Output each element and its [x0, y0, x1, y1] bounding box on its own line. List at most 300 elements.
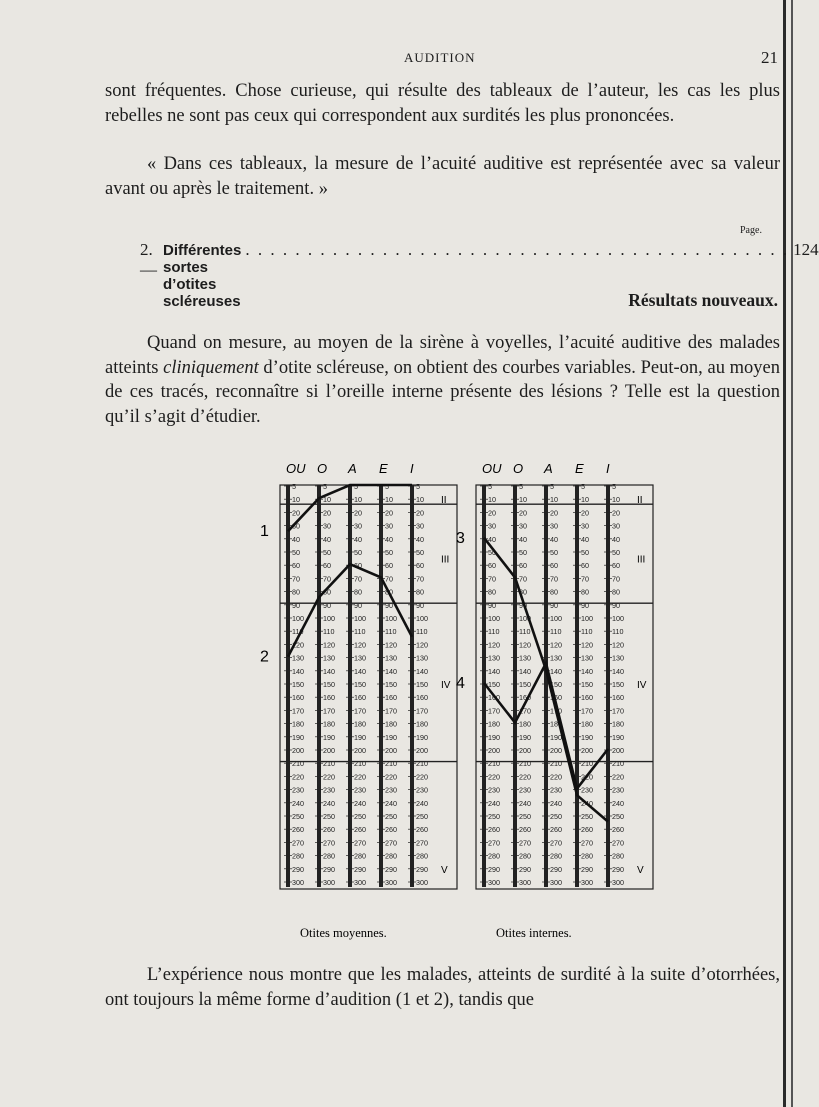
- left-chart-tick-label: 110: [323, 627, 335, 637]
- left-chart-tick-label: 240: [416, 798, 428, 808]
- right-chart-tick-label: 60: [488, 561, 496, 571]
- right-chart-tick-label: 300: [550, 878, 562, 887]
- left-chart-tick-label: 130: [354, 653, 366, 663]
- left-chart-tick-label: 180: [354, 719, 366, 729]
- right-chart-tick-label: 240: [519, 798, 531, 808]
- left-chart-tick-label: 230: [323, 785, 335, 795]
- right-chart-tick-label: 60: [581, 561, 589, 571]
- right-chart-roman-v: V: [637, 864, 644, 876]
- right-chart-tick-label: 80: [581, 587, 589, 597]
- right-chart-tick-label: 300: [581, 878, 593, 887]
- left-chart-tick-label: 200: [292, 746, 304, 755]
- right-chart-tick-label: 240: [488, 798, 500, 808]
- left-chart-tick-label: 160: [292, 693, 304, 703]
- right-chart-tick-label: 280: [488, 851, 500, 861]
- right-chart-tick-label: 20: [488, 508, 496, 518]
- right-chart-tick-label: 160: [519, 693, 531, 703]
- left-chart-tick-label: 280: [354, 851, 366, 861]
- right-chart-tick-label: 5: [612, 482, 616, 491]
- right-chart-tick-label: 130: [488, 653, 500, 663]
- toc-number: 2. —: [140, 240, 157, 279]
- right-chart-tick-label: 230: [519, 785, 531, 795]
- left-chart-tick-label: 230: [385, 785, 397, 795]
- left-chart-tick-label: 230: [354, 785, 366, 795]
- left-chart-tick-label: 100: [354, 614, 366, 623]
- right-chart-tick-label: 70: [581, 574, 589, 584]
- right-chart-tick-label: 5: [519, 482, 523, 491]
- right-chart-tick-label: 70: [519, 574, 527, 584]
- paragraph-4: L’expérience nous montre que les malades, atteints de surdité à la suite d’otorrhées, ont toujours la même forme d’audition (1 et 2), tandis que: [105, 965, 780, 1010]
- right-chart-roman-iii: III: [637, 554, 646, 566]
- left-chart-tick-label: 190: [416, 732, 428, 742]
- right-chart-tick-label: 270: [612, 838, 624, 848]
- left-chart-roman-v: V: [441, 864, 448, 876]
- right-chart-tick-label: 280: [581, 851, 593, 861]
- right-chart-tick-label: 40: [519, 534, 527, 544]
- right-chart-tick-label: 300: [519, 878, 531, 887]
- left-chart-tick-label: 10: [292, 495, 300, 505]
- right-chart-tick-label: 160: [612, 693, 624, 703]
- right-chart-tick-label: 30: [519, 521, 527, 531]
- left-chart-frame: [280, 485, 457, 889]
- right-chart-tick-label: 220: [519, 772, 531, 782]
- right-chart-tick-label: 10: [488, 495, 496, 505]
- left-chart-tick-label: 80: [354, 587, 362, 597]
- right-chart-tick-label: 110: [488, 627, 500, 637]
- left-chart-header-i: I: [410, 461, 414, 476]
- left-chart-tick-label: 80: [385, 587, 393, 597]
- right-chart-tick-label: 40: [488, 534, 496, 544]
- left-chart-tick-label: 160: [385, 693, 397, 703]
- right-chart-tick-label: 170: [581, 706, 593, 716]
- right-chart-tick-label: 60: [612, 561, 620, 571]
- right-chart-tick-label: 200: [550, 746, 562, 755]
- right-chart-tick-label: 50: [581, 548, 589, 557]
- right-chart-tick-label: 230: [488, 785, 500, 795]
- left-chart-tick-label: 5: [385, 482, 389, 491]
- left-chart-tick-label: 50: [416, 548, 424, 557]
- left-chart-tick-label: 250: [354, 812, 366, 821]
- right-chart-tick-label: 250: [581, 812, 593, 821]
- left-chart-tick-label: 210: [354, 759, 366, 769]
- left-chart-tick-label: 260: [292, 825, 304, 835]
- left-chart-tick-label: 20: [323, 508, 331, 518]
- right-chart-tick-label: 50: [612, 548, 620, 557]
- right-chart-tick-label: 150: [550, 680, 562, 689]
- right-chart-curve-label-4: 4: [456, 675, 465, 692]
- left-chart-tick-label: 260: [416, 825, 428, 835]
- right-chart-tick-label: 300: [488, 878, 500, 887]
- left-chart-tick-label: 30: [416, 521, 424, 531]
- right-chart-header-o: O: [513, 461, 524, 476]
- paragraph-1: sont fréquentes. Chose curieuse, qui résulte des tableaux de l’auteur, les cas les plus rebelles ne sont pas ceux qui correspondent aux surdités les plus prononcées.: [105, 81, 780, 126]
- left-chart-tick-label: 260: [385, 825, 397, 835]
- right-chart-tick-label: 240: [550, 798, 562, 808]
- left-chart-tick-label: 90: [354, 600, 362, 610]
- left-chart-tick-label: 190: [292, 732, 304, 742]
- left-chart-tick-label: 250: [292, 812, 304, 821]
- right-chart-tick-label: 210: [612, 759, 624, 769]
- left-chart-tick-label: 50: [354, 548, 362, 557]
- left-chart-tick-label: 50: [292, 548, 300, 557]
- right-chart-tick-label: 120: [550, 640, 562, 650]
- left-chart-tick-label: 110: [354, 627, 366, 637]
- right-chart-tick-label: 210: [581, 759, 593, 769]
- left-chart-tick-label: 70: [323, 574, 331, 584]
- section-heading: Résultats nouveaux.: [628, 290, 778, 310]
- left-chart-tick-label: 10: [323, 495, 331, 505]
- left-chart-tick-label: 90: [323, 600, 331, 610]
- right-chart-tick-label: 100: [550, 614, 562, 623]
- left-chart-tick-label: 80: [323, 587, 331, 597]
- left-chart-tick-label: 70: [354, 574, 362, 584]
- left-chart-tick-label: 280: [416, 851, 428, 861]
- left-chart-tick-label: 60: [385, 561, 393, 571]
- right-chart-tick-label: 180: [581, 719, 593, 729]
- right-chart-tick-label: 80: [612, 587, 620, 597]
- right-chart-curve-label-3: 3: [456, 529, 465, 547]
- right-chart-tick-label: 50: [519, 548, 527, 557]
- left-chart-tick-label: 100: [385, 614, 397, 623]
- right-chart-tick-label: 130: [550, 653, 562, 663]
- left-chart-tick-label: 190: [323, 732, 335, 742]
- left-chart-tick-label: 300: [354, 878, 366, 887]
- left-chart-tick-label: 290: [416, 864, 428, 874]
- right-chart-tick-label: 190: [612, 732, 624, 742]
- left-chart-tick-label: 40: [292, 534, 300, 544]
- left-chart-tick-label: 180: [292, 719, 304, 729]
- left-chart-tick-label: 150: [323, 680, 335, 689]
- left-chart-tick-label: 60: [416, 561, 424, 571]
- right-chart-tick-label: 120: [581, 640, 593, 650]
- left-chart-tick-label: 220: [385, 772, 397, 782]
- left-chart-tick-label: 250: [416, 812, 428, 821]
- left-chart-tick-label: 300: [292, 878, 304, 887]
- right-chart-tick-label: 20: [550, 508, 558, 518]
- right-chart-tick-label: 40: [581, 534, 589, 544]
- left-chart-roman-iv: IV: [441, 680, 451, 691]
- right-chart-tick-label: 70: [488, 574, 496, 584]
- left-chart-tick-label: 180: [385, 719, 397, 729]
- toc-leader-dots: . . . . . . . . . . . . . . . . . . . . . . . . . . . . . . . . . . . . . . . . . . . .: [245, 240, 790, 259]
- right-chart-tick-label: 260: [519, 825, 531, 835]
- left-chart-tick-label: 150: [292, 680, 304, 689]
- toc-page-label: Page.: [740, 225, 762, 236]
- left-chart-tick-label: 140: [354, 666, 366, 676]
- left-chart-tick-label: 240: [354, 798, 366, 808]
- right-chart-tick-label: 160: [581, 693, 593, 703]
- left-chart-tick-label: 120: [354, 640, 366, 650]
- left-chart-tick-label: 250: [385, 812, 397, 821]
- left-chart-tick-label: 150: [416, 680, 428, 689]
- right-chart-tick-label: 100: [488, 614, 500, 623]
- left-chart-tick-label: 200: [354, 746, 366, 755]
- left-chart-tick-label: 5: [416, 482, 420, 491]
- right-chart-tick-label: 190: [550, 732, 562, 742]
- toc-title: Différentes sortes d’otites scléreuses: [163, 242, 242, 310]
- right-chart-tick-label: 140: [581, 666, 593, 676]
- left-chart-tick-label: 80: [416, 587, 424, 597]
- right-chart-tick-label: 290: [550, 864, 562, 874]
- right-chart-tick-label: 190: [581, 732, 593, 742]
- left-chart-tick-label: 300: [385, 878, 397, 887]
- right-chart-tick-label: 120: [612, 640, 624, 650]
- right-chart-header-i: I: [606, 461, 610, 476]
- left-chart-tick-label: 280: [385, 851, 397, 861]
- right-chart-tick-label: 250: [519, 812, 531, 821]
- paragraph-3-end: d’otite scléreuse, on obtient des courbes variables. Peut-on, au moyen de ces tracés, reconnaître si l’oreille interne présente des lésions ? Telle est la question qu’il s’agit d’étudier.: [105, 357, 781, 427]
- right-chart-tick-label: 220: [550, 772, 562, 782]
- right-chart-tick-label: 50: [550, 548, 558, 557]
- left-chart-curve-label-1: 1: [260, 523, 269, 541]
- left-chart-tick-label: 30: [354, 521, 362, 531]
- right-chart-tick-label: 260: [581, 825, 593, 835]
- right-chart-tick-label: 60: [519, 561, 527, 571]
- left-chart-tick-label: 270: [416, 838, 428, 848]
- left-chart-tick-label: 40: [323, 534, 331, 544]
- left-chart-header-e: E: [379, 461, 388, 476]
- right-chart-tick-label: 30: [612, 521, 620, 531]
- right-chart-tick-label: 290: [581, 864, 593, 874]
- right-chart-tick-label: 180: [612, 719, 624, 729]
- page-spine-edge: [791, 0, 793, 1107]
- left-chart-curve-label-2: 2: [260, 648, 269, 666]
- left-chart-tick-label: 20: [354, 508, 362, 518]
- right-chart-tick-label: 290: [519, 864, 531, 874]
- left-chart-tick-label: 240: [385, 798, 397, 808]
- left-chart-tick-label: 120: [323, 640, 335, 650]
- left-chart-tick-label: 20: [292, 508, 300, 518]
- page-number: 21: [761, 48, 778, 67]
- left-chart-tick-label: 220: [416, 772, 428, 782]
- right-chart-tick-label: 10: [612, 495, 620, 505]
- right-chart-tick-label: 100: [612, 614, 624, 623]
- left-chart-tick-label: 40: [354, 534, 362, 544]
- right-chart-tick-label: 240: [581, 798, 593, 808]
- right-chart-tick-label: 30: [581, 521, 589, 531]
- left-chart-tick-label: 240: [292, 798, 304, 808]
- right-chart-tick-label: 260: [488, 825, 500, 835]
- left-chart-tick-label: 10: [416, 495, 424, 505]
- right-chart-tick-label: 30: [550, 521, 558, 531]
- right-chart-tick-label: 150: [488, 680, 500, 689]
- left-chart-tick-label: 160: [354, 693, 366, 703]
- right-chart-tick-label: 110: [581, 627, 593, 637]
- left-chart-tick-label: 190: [385, 732, 397, 742]
- left-chart-tick-label: 90: [292, 600, 300, 610]
- page-spine-shadow: [783, 0, 786, 1107]
- right-chart-tick-label: 270: [581, 838, 593, 848]
- left-chart-tick-label: 5: [354, 482, 358, 491]
- left-chart-tick-label: 290: [323, 864, 335, 874]
- left-chart-tick-label: 260: [354, 825, 366, 835]
- left-chart-tick-label: 200: [416, 746, 428, 755]
- right-chart-tick-label: 80: [550, 587, 558, 597]
- right-chart-tick-label: 200: [612, 746, 624, 755]
- left-chart-roman-iii: III: [441, 554, 450, 566]
- right-chart-tick-label: 90: [550, 600, 558, 610]
- left-chart-tick-label: 100: [323, 614, 335, 623]
- right-chart-tick-label: 230: [612, 785, 624, 795]
- left-chart-tick-label: 290: [385, 864, 397, 874]
- left-chart-tick-label: 210: [385, 759, 397, 769]
- right-chart-tick-label: 120: [519, 640, 531, 650]
- right-chart-tick-label: 190: [488, 732, 500, 742]
- audiogram-svg: [250, 455, 650, 945]
- right-chart-tick-label: 40: [550, 534, 558, 544]
- right-chart-tick-label: 200: [488, 746, 500, 755]
- right-chart-header-ou: OU: [482, 461, 502, 476]
- right-chart-tick-label: 5: [550, 482, 554, 491]
- right-chart-tick-label: 40: [612, 534, 620, 544]
- left-chart-tick-label: 290: [292, 864, 304, 874]
- right-chart-tick-label: 260: [550, 825, 562, 835]
- right-chart-tick-label: 190: [519, 732, 531, 742]
- left-chart-tick-label: 150: [385, 680, 397, 689]
- left-chart-tick-label: 120: [292, 640, 304, 650]
- right-chart-tick-label: 90: [612, 600, 620, 610]
- right-chart-roman-iv: IV: [637, 680, 647, 691]
- left-chart-tick-label: 270: [323, 838, 335, 848]
- right-chart-tick-label: 260: [612, 825, 624, 835]
- left-chart-tick-label: 230: [416, 785, 428, 795]
- right-chart-tick-label: 170: [488, 706, 500, 716]
- right-chart-tick-label: 70: [612, 574, 620, 584]
- left-chart-tick-label: 5: [292, 482, 296, 491]
- right-chart-tick-label: 280: [550, 851, 562, 861]
- left-chart-tick-label: 300: [416, 878, 428, 887]
- right-chart-tick-label: 130: [581, 653, 593, 663]
- right-chart-tick-label: 270: [550, 838, 562, 848]
- right-chart-tick-label: 140: [488, 666, 500, 676]
- left-chart-tick-label: 130: [323, 653, 335, 663]
- right-chart-tick-label: 130: [612, 653, 624, 663]
- left-chart-tick-label: 300: [323, 878, 335, 887]
- left-chart-tick-label: 270: [354, 838, 366, 848]
- left-chart-tick-label: 120: [416, 640, 428, 650]
- right-chart-tick-label: 240: [612, 798, 624, 808]
- left-chart-tick-label: 110: [292, 627, 304, 637]
- left-chart-tick-label: 120: [385, 640, 397, 650]
- left-chart-tick-label: 100: [416, 614, 428, 623]
- right-chart-tick-label: 210: [550, 759, 562, 769]
- right-chart-tick-label: 160: [550, 693, 562, 703]
- left-chart-tick-label: 170: [385, 706, 397, 716]
- right-chart-tick-label: 150: [581, 680, 593, 689]
- left-chart-tick-label: 140: [416, 666, 428, 676]
- left-chart-tick-label: 190: [354, 732, 366, 742]
- left-chart-tick-label: 220: [292, 772, 304, 782]
- left-chart-tick-label: 20: [416, 508, 424, 518]
- right-chart-tick-label: 20: [581, 508, 589, 518]
- right-chart-tick-label: 20: [519, 508, 527, 518]
- left-chart-tick-label: 170: [323, 706, 335, 716]
- right-chart-tick-label: 250: [550, 812, 562, 821]
- left-chart-tick-label: 50: [385, 548, 393, 557]
- right-chart-tick-label: 110: [550, 627, 562, 637]
- left-chart-tick-label: 270: [385, 838, 397, 848]
- right-chart-tick-label: 230: [550, 785, 562, 795]
- right-chart-tick-label: 130: [519, 653, 531, 663]
- right-chart-tick-label: 290: [612, 864, 624, 874]
- right-chart-tick-label: 70: [550, 574, 558, 584]
- right-chart-tick-label: 170: [519, 706, 531, 716]
- left-chart-tick-label: 110: [416, 627, 428, 637]
- left-chart-caption: Otites moyennes.: [300, 926, 387, 940]
- toc-page: 124: [793, 240, 819, 259]
- right-chart-tick-label: 20: [612, 508, 620, 518]
- left-chart-tick-label: 200: [323, 746, 335, 755]
- right-chart-frame: [476, 485, 653, 889]
- left-chart-tick-label: 250: [323, 812, 335, 821]
- left-chart-roman-ii: II: [441, 495, 447, 507]
- left-chart-tick-label: 60: [323, 561, 331, 571]
- left-chart-tick-label: 270: [292, 838, 304, 848]
- running-title: AUDITION: [404, 50, 476, 65]
- left-chart-tick-label: 260: [323, 825, 335, 835]
- right-chart-tick-label: 180: [550, 719, 562, 729]
- right-chart-tick-label: 10: [581, 495, 589, 505]
- left-chart-tick-label: 80: [292, 587, 300, 597]
- left-chart-tick-label: 50: [323, 548, 331, 557]
- right-chart-tick-label: 90: [581, 600, 589, 610]
- right-chart-tick-label: 80: [519, 587, 527, 597]
- right-chart-tick-label: 270: [488, 838, 500, 848]
- left-chart-tick-label: 240: [323, 798, 335, 808]
- right-chart-tick-label: 200: [519, 746, 531, 755]
- right-chart-tick-label: 220: [581, 772, 593, 782]
- right-chart-roman-ii: II: [637, 495, 643, 507]
- right-chart-tick-label: 90: [519, 600, 527, 610]
- right-chart-tick-label: 100: [581, 614, 593, 623]
- left-chart-tick-label: 110: [385, 627, 397, 637]
- right-chart-tick-label: 150: [612, 680, 624, 689]
- right-chart-tick-label: 60: [550, 561, 558, 571]
- right-chart-tick-label: 180: [519, 719, 531, 729]
- left-chart-tick-label: 280: [292, 851, 304, 861]
- left-chart-tick-label: 100: [292, 614, 304, 623]
- left-chart-tick-label: 5: [323, 482, 327, 491]
- left-chart-tick-label: 60: [292, 561, 300, 571]
- right-chart-tick-label: 210: [519, 759, 531, 769]
- right-chart-tick-label: 100: [519, 614, 531, 623]
- left-chart-tick-label: 90: [385, 600, 393, 610]
- left-chart-tick-label: 210: [323, 759, 335, 769]
- right-chart-tick-label: 80: [488, 587, 496, 597]
- paragraph-2: « Dans ces tableaux, la mesure de l’acuité auditive est représentée avec sa valeur avant ou après le traitement. »: [105, 154, 780, 199]
- right-chart-tick-label: 10: [519, 495, 527, 505]
- right-chart-tick-label: 120: [488, 640, 500, 650]
- left-chart-tick-label: 290: [354, 864, 366, 874]
- left-chart-tick-label: 70: [292, 574, 300, 584]
- right-chart-tick-label: 90: [488, 600, 496, 610]
- left-chart-header-ou: OU: [286, 461, 306, 476]
- paragraph-3-start: Quand on mesure, au moyen de la sirène à voyelles, l’acuité auditive des malades atteints: [105, 333, 780, 378]
- audiogram-figure: [250, 455, 650, 945]
- right-chart-tick-label: 200: [581, 746, 593, 755]
- left-chart-tick-label: 70: [416, 574, 424, 584]
- right-chart-tick-label: 5: [581, 482, 585, 491]
- right-chart-tick-label: 250: [612, 812, 624, 821]
- left-chart-tick-label: 280: [323, 851, 335, 861]
- right-chart-header-a: A: [544, 461, 553, 476]
- left-chart-tick-label: 150: [354, 680, 366, 689]
- right-chart-tick-label: 270: [519, 838, 531, 848]
- left-chart-tick-label: 140: [292, 666, 304, 676]
- left-chart-tick-label: 40: [416, 534, 424, 544]
- right-chart-tick-label: 5: [488, 482, 492, 491]
- right-chart-tick-label: 110: [612, 627, 624, 637]
